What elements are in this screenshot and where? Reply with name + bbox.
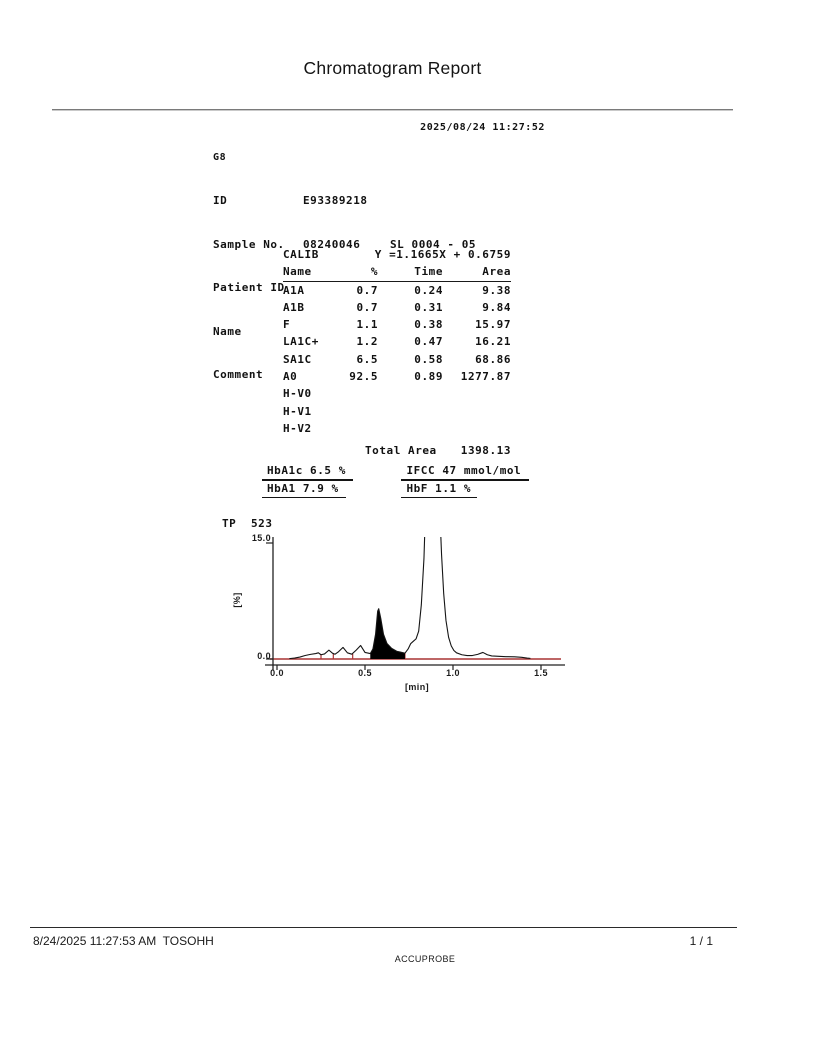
- tp-label: TP: [222, 517, 237, 530]
- cell-area: [443, 420, 511, 437]
- cell-area: [443, 385, 511, 402]
- cell-pct: [343, 420, 378, 437]
- cell-time: 0.38: [414, 318, 443, 332]
- col-header-time: Time: [378, 263, 443, 281]
- cell-area: [443, 403, 511, 420]
- x-tick-3: 1.5: [534, 668, 548, 678]
- cell-area: 9.84: [482, 300, 511, 314]
- y-axis-label: [%]: [232, 592, 242, 608]
- table-row: [283, 351, 511, 368]
- col-header-name: Name: [283, 263, 343, 281]
- results-block: [262, 461, 529, 497]
- field-sample-extra: SL 0004 - 05: [390, 237, 477, 251]
- cell-pct: 92.5: [349, 370, 378, 384]
- col-header-area: Area: [443, 263, 511, 281]
- cell-name: H-V0: [283, 387, 312, 401]
- calib-equation: Y =1.1665X + 0.6759: [374, 248, 511, 261]
- device-model: G8: [213, 152, 227, 163]
- result-hbf: HbF 1.1 %: [401, 481, 477, 498]
- cell-name: H-V1: [283, 404, 312, 418]
- x-tick-1: 0.5: [358, 668, 372, 678]
- calib-label: CALIB: [283, 248, 319, 261]
- chromatogram-chart: [225, 515, 585, 705]
- peak-table: [283, 246, 511, 437]
- table-row: [283, 281, 511, 299]
- table-row: [283, 316, 511, 333]
- table-row: [283, 385, 511, 402]
- cell-name: A0: [283, 370, 298, 384]
- field-id-value: E93389218: [303, 194, 368, 208]
- footer-brand: ACCUPROBE: [394, 954, 456, 964]
- cell-name: A1A: [283, 283, 305, 297]
- total-area-value: 1398.13: [460, 444, 511, 457]
- cell-area: 68.86: [475, 352, 511, 366]
- table-row: [283, 299, 511, 316]
- cell-name: LA1C+: [283, 335, 319, 349]
- table-row: [283, 420, 511, 437]
- report-datetime: 2025/08/24 11:27:52: [420, 122, 545, 133]
- table-row: [283, 403, 511, 420]
- cell-pct: 0.7: [356, 283, 378, 297]
- title-divider: [52, 109, 733, 111]
- cell-pct: 1.2: [356, 335, 378, 349]
- field-patient-id-label: Patient ID: [213, 281, 285, 295]
- col-header-pct: %: [343, 263, 378, 281]
- field-sample-label: Sample No.: [213, 237, 285, 251]
- cell-pct: 0.7: [356, 300, 378, 314]
- cell-time: [378, 403, 443, 420]
- tp-value: 523: [251, 517, 273, 530]
- cell-area: 9.38: [482, 283, 511, 297]
- footer-datetime: 8/24/2025 11:27:53 AM TOSOHH: [33, 934, 214, 948]
- field-name-label: Name: [213, 324, 242, 338]
- page-number: 1 / 1: [689, 934, 713, 948]
- cell-name: A1B: [283, 300, 305, 314]
- cell-time: 0.47: [414, 335, 443, 349]
- cell-time: 0.58: [414, 352, 443, 366]
- cell-name: H-V2: [283, 421, 312, 435]
- table-row: [283, 333, 511, 350]
- field-id: [213, 192, 476, 209]
- x-tick-2: 1.0: [446, 668, 460, 678]
- cell-time: 0.24: [414, 283, 443, 297]
- title-wrap: [52, 58, 733, 79]
- cell-pct: [343, 385, 378, 402]
- cell-pct: 1.1: [356, 318, 378, 332]
- y-tick-bottom: 0.0: [257, 651, 271, 661]
- field-sample-value: 08240046: [303, 237, 361, 251]
- calib-row: [283, 246, 511, 263]
- result-ifcc: IFCC 47 mmol/mol: [401, 463, 529, 481]
- total-area-label: Total Area: [365, 444, 437, 457]
- cell-pct: [343, 403, 378, 420]
- peak-table-header: [283, 263, 511, 281]
- footer-divider: [30, 927, 737, 928]
- cell-area: 16.21: [475, 335, 511, 349]
- cell-area: 15.97: [475, 318, 511, 332]
- cell-name: F: [283, 318, 291, 332]
- result-hba1c: HbA1c 6.5 %: [262, 463, 353, 481]
- cell-area: 1277.87: [460, 370, 511, 384]
- page-title: Chromatogram Report: [303, 58, 482, 78]
- field-comment-label: Comment: [213, 367, 264, 381]
- y-tick-top: 15.0: [251, 533, 271, 543]
- x-axis-label: [min]: [405, 682, 429, 692]
- cell-time: 0.31: [414, 300, 443, 314]
- field-id-label: ID: [213, 194, 228, 208]
- result-hba1: HbA1 7.9 %: [262, 481, 346, 498]
- cell-pct: 6.5: [356, 352, 378, 366]
- cell-time: 0.89: [414, 370, 443, 384]
- x-tick-0: 0.0: [270, 668, 284, 678]
- cell-time: [378, 385, 443, 402]
- cell-name: SA1C: [283, 352, 312, 366]
- cell-time: [378, 420, 443, 437]
- table-row: [283, 368, 511, 385]
